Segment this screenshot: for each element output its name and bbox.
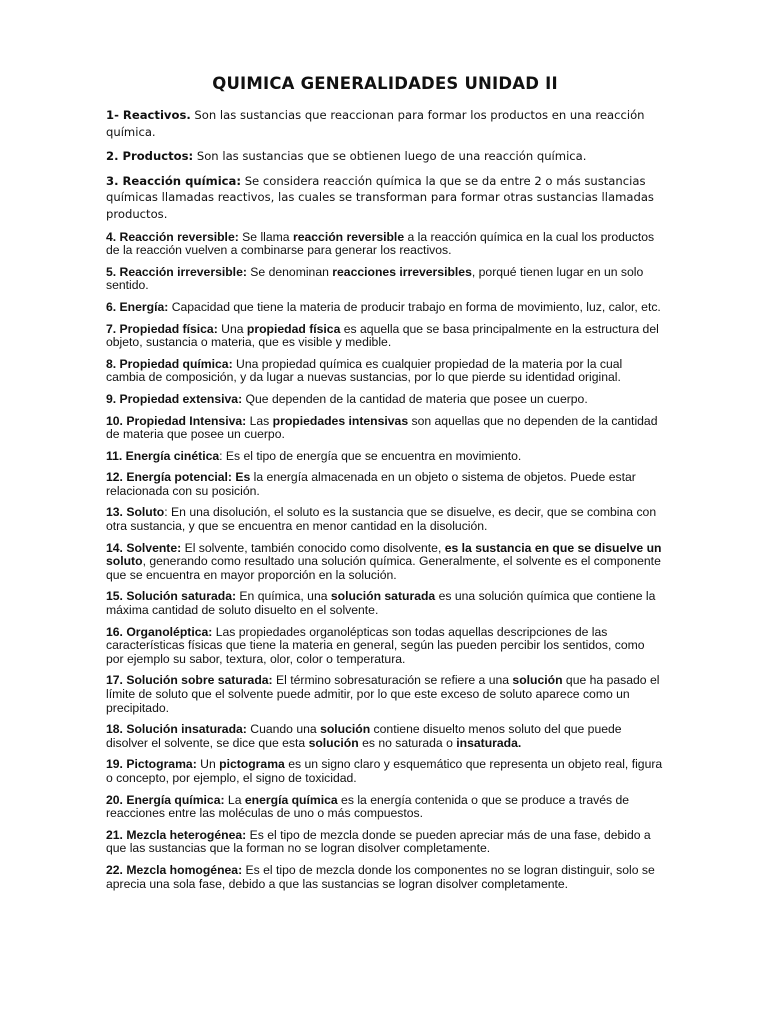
definition-item: [106, 358, 664, 385]
bold-text: 9. Propiedad extensiva:: [106, 391, 243, 406]
bold-text: 18. Solución insaturada:: [106, 722, 247, 737]
body-text: : Es el tipo de energía que se encuentra en movimiento.: [219, 448, 522, 463]
bold-text: 20. Energía química:: [106, 792, 225, 807]
bold-text: reacciones irreversibles: [332, 264, 472, 279]
bold-text: 4. Reacción reversible:: [106, 229, 239, 244]
bold-text: solución: [320, 722, 371, 737]
body-text: En química, una: [236, 589, 331, 604]
bold-text: 3. Reacción química:: [106, 173, 242, 188]
body-text: son aquellas que no dependen de la cantidad de materia que posee un cuerpo.: [106, 413, 658, 442]
body-text: Que dependen de la cantidad de materia que posee un cuerpo.: [242, 391, 588, 406]
body-text: Cuando una: [246, 722, 321, 737]
bold-text: 14. Solvente:: [106, 540, 182, 555]
body-text: Se considera reacción química la que se da entre 2 o más sustancias químicas llamadas reactivos, las cuales se transforman para formar otras sustancias llamadas productos.: [106, 173, 654, 221]
bold-text: solución: [308, 735, 359, 750]
definition-item: [106, 794, 664, 821]
body-text: , generando como resultado una solución química. Generalmente, el solvente es el componente que se encuentra en mayor proporción en la solución.: [106, 554, 661, 582]
bold-text: 2. Productos:: [106, 149, 194, 164]
bold-text: 1- Reactivos.: [106, 108, 191, 122]
bold-text: insaturada.: [456, 735, 522, 750]
definition-item: [106, 107, 664, 140]
bold-text: propiedad física: [246, 321, 341, 336]
bold-text: 19. Pictograma:: [106, 757, 197, 772]
definition-item: [106, 415, 664, 442]
definition-item: [106, 674, 664, 715]
bold-text: solución saturada: [330, 589, 436, 604]
bold-text: propiedades intensivas: [272, 413, 409, 428]
body-text: Se denominan: [246, 264, 333, 279]
body-text: : En una disolución, el soluto es la sustancia que se disuelve, es decir, que se combina con otra sustancia, y que se encuentra en menor cantidad en la disolución.: [106, 505, 657, 534]
definition-item: [106, 266, 664, 293]
body-text: , porqué tienen lugar en un solo sentido.: [106, 264, 644, 293]
bold-text: 10. Propiedad Intensiva:: [106, 413, 247, 428]
bold-text: 11. Energía cinética: [106, 448, 220, 463]
definition-list: [106, 107, 664, 891]
bold-text: 13. Soluto: [106, 505, 165, 520]
body-text: Las: [246, 413, 273, 428]
definition-item: [106, 829, 664, 856]
bold-text: reacción reversible: [292, 229, 405, 244]
bold-text: 17. Solución sobre saturada:: [106, 673, 273, 688]
page-title: QUIMICA GENERALIDADES UNIDAD II: [212, 74, 558, 93]
body-text: es la energía contenida o que se produce a través de reacciones entre las moléculas de uno o más compuestos.: [106, 792, 630, 821]
bold-text: 5. Reacción irreversible:: [106, 264, 247, 279]
body-text: Son las sustancias que se obtienen luego de una reacción química.: [193, 149, 587, 164]
definition-item: [106, 471, 664, 498]
body-text: Las propiedades organolépticas son todas aquellas descripciones de las características físicas que tiene la materia en general, según las pueden percibir los sentidos, como por ejemplo su sabor, textura, olor, color o temperatura.: [106, 624, 645, 666]
definition-item: [106, 231, 664, 258]
bold-text: 7. Propiedad física:: [106, 321, 218, 336]
definition-item: [106, 723, 664, 750]
body-text: Es el tipo de mezcla donde se pueden apreciar más de una fase, debido a que las sustancias que la forman no se logran disolver completamente.: [106, 827, 651, 856]
bold-text: energía química: [244, 792, 338, 807]
body-text: a la reacción química en la cual los productos de la reacción vuelven a combinarse para generar los reactivos.: [106, 229, 655, 258]
bold-text: solución: [512, 673, 563, 688]
body-text: Capacidad que tiene la materia de producir trabajo en forma de movimiento, luz, calor, etc.: [168, 299, 661, 314]
body-text: es un signo claro y esquemático que representa un objeto real, figura o concepto, por ejemplo, el signo de toxicidad.: [106, 757, 663, 785]
bold-text: 16. Organoléptica:: [106, 624, 213, 639]
definition-item: [106, 173, 664, 223]
body-text: es una solución química que contiene la máxima cantidad de soluto disuelto en el solvente.: [106, 589, 656, 618]
body-text: Son las sustancias que reaccionan para formar los productos en una reacción química.: [106, 108, 645, 139]
bold-text: 8. Propiedad química:: [106, 356, 233, 371]
body-text: la energía almacenada en un objeto o sistema de objetos. Puede estar relacionada con su posición.: [106, 470, 636, 498]
definition-item: [106, 590, 664, 617]
body-text: que ha pasado el límite de soluto que el solvente puede admitir, por lo que este exceso de soluto aparece como un precipitado.: [106, 673, 660, 715]
definition-item: [106, 301, 664, 315]
body-text: es aquella que se basa principalmente en la estructura del objeto, sustancia o materia, que es visible y medible.: [106, 321, 659, 350]
body-text: Una propiedad química es cualquier propiedad de la materia por la cual cambia de composición, y da lugar a nuevas sustancias, por lo que pierde su identidad original.: [106, 356, 623, 385]
definition-item: [106, 758, 664, 785]
body-text: Un: [196, 757, 220, 772]
definition-item: [106, 323, 664, 350]
bold-text: 22. Mezcla homogénea:: [106, 862, 243, 877]
definition-item: [106, 450, 664, 464]
definition-item: [106, 393, 664, 407]
definition-item: [106, 626, 664, 667]
definition-item: [106, 506, 664, 533]
bold-text: es la sustancia en que se disuelve un soluto: [106, 540, 662, 569]
bold-text: 12. Energía potencial: Es: [106, 470, 251, 485]
bold-text: 15. Solución saturada:: [106, 589, 237, 604]
body-text: es no saturada o: [358, 735, 457, 750]
body-text: El solvente, también conocido como disolvente,: [181, 540, 445, 555]
body-text: Es el tipo de mezcla donde los componentes no se logran distinguir, solo se aprecia una sola fase, debido a que las sustancias se logran disolver completamente.: [106, 862, 655, 891]
bold-text: 21. Mezcla heterogénea:: [106, 827, 247, 842]
body-text: contiene disuelto menos soluto del que puede disolver el solvente, se dice que esta: [106, 722, 622, 750]
definition-item: [106, 864, 664, 891]
body-text: Una: [217, 321, 247, 336]
body-text: El término sobresaturación se refiere a una: [272, 673, 513, 688]
bold-text: pictograma: [219, 757, 285, 772]
body-text: Se llama: [238, 229, 293, 244]
body-text: La: [224, 792, 245, 807]
definition-item: [106, 542, 664, 583]
definition-item: [106, 148, 664, 165]
bold-text: 6. Energía:: [106, 299, 169, 314]
